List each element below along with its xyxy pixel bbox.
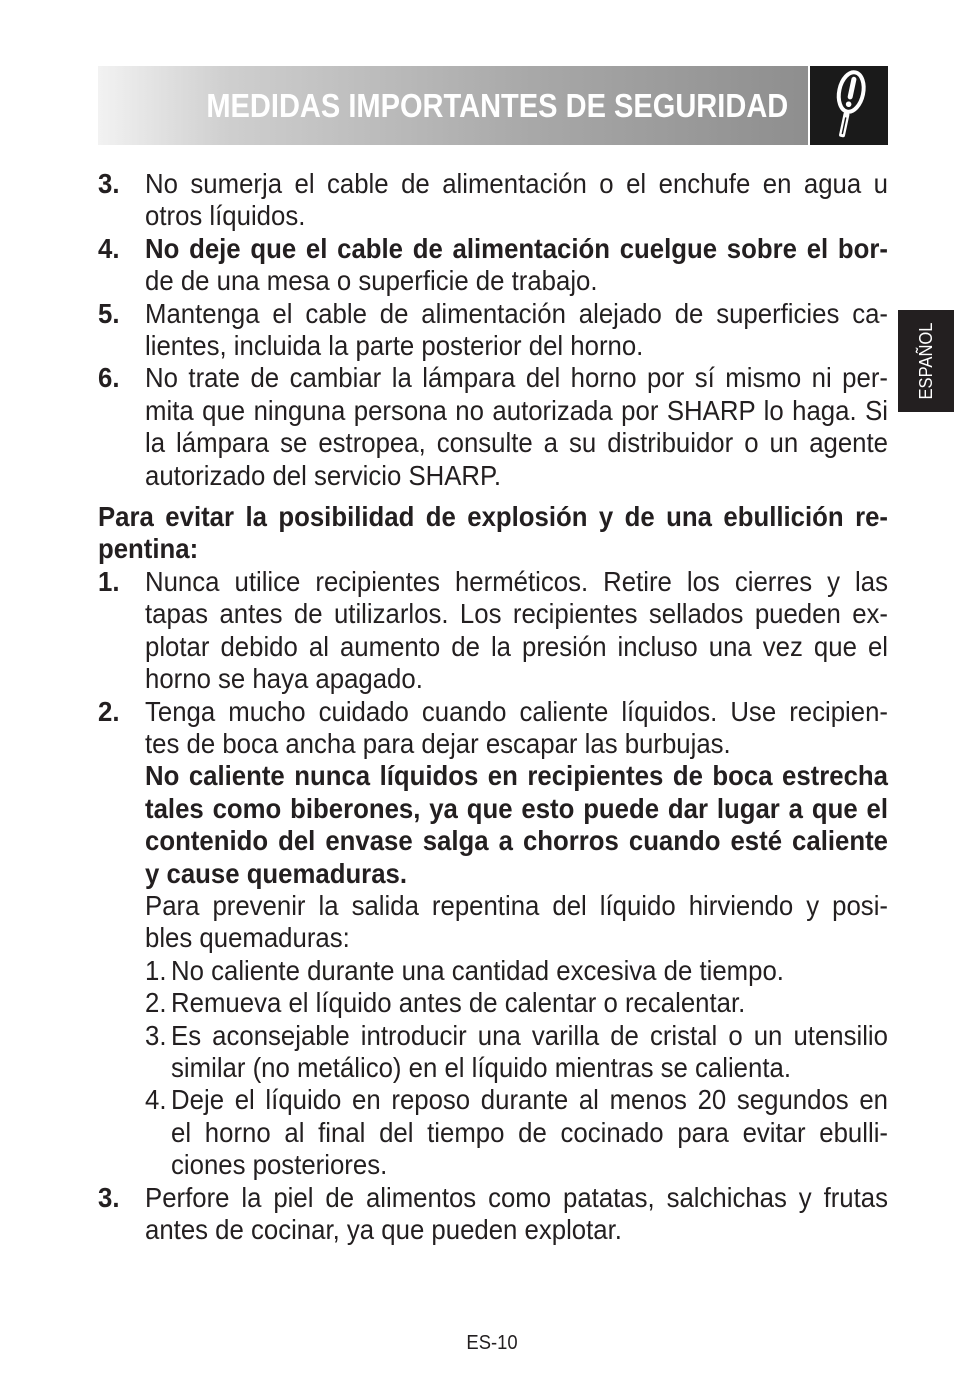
sub-step-line: No caliente durante una cantidad excesiva de tiempo.: [171, 954, 784, 986]
item-text-line: autorizado del servicio SHARP.: [145, 459, 502, 491]
list-item: [98, 566, 888, 696]
item-text-line: No trate de cambiar la lámpara del horno por sí mismo ni per-: [145, 362, 888, 394]
item-number: 3.: [98, 168, 120, 199]
sub-step-number: 4.: [145, 1084, 167, 1116]
item-text-line: horno se haya apagado.: [145, 663, 423, 695]
item-text-line: Nunca utilice recipientes herméticos. Retire los cierres y las: [145, 565, 888, 597]
sub-step-line: similar (no metálico) en el líquido mientras se calienta.: [171, 1051, 791, 1083]
item-text-line: tapas antes de utilizarlos. Los recipientes sellados pueden ex-: [145, 598, 888, 630]
list-item: [98, 298, 888, 363]
prevention-line: bles quemaduras:: [145, 922, 350, 954]
language-tab-label: ESPAÑOL: [916, 322, 936, 400]
warning-line: tales como biberones, ya que esto puede dar lugar a que el: [145, 792, 888, 824]
heading-line: pentina:: [98, 533, 199, 565]
item-text-line: tes de boca ancha para dejar escapar las burbujas.: [145, 727, 731, 759]
section-title: MEDIDAS IMPORTANTES DE SEGURIDAD: [206, 87, 788, 124]
sub-step: [145, 987, 888, 1019]
item-text-line: Perfore la piel de alimentos como patatas, salchichas y frutas: [145, 1181, 888, 1213]
list-item: [98, 1182, 888, 1247]
item-text-line: mita que ninguna persona no autorizada por SHARP lo haga. Si: [145, 394, 888, 426]
sub-step-line: el horno al final del tiempo de cocinado para evitar ebulli-: [171, 1116, 888, 1148]
warning-line: No caliente nunca líquidos en recipientes de boca estrecha: [145, 760, 888, 792]
sub-step-number: 1.: [145, 954, 167, 986]
item-text-line: lientes, incluida la parte posterior del horno.: [145, 330, 644, 362]
item-text-line: Tenga mucho cuidado cuando caliente líquidos. Use recipien-: [145, 695, 888, 727]
sub-step-number: 2.: [145, 987, 167, 1019]
warning-exclamation-icon: [810, 66, 888, 145]
sub-step-line: ciones posteriores.: [171, 1149, 388, 1181]
list-item: [98, 362, 888, 492]
list-item: [98, 696, 888, 1182]
item-number: 4.: [98, 232, 120, 264]
sub-step: [145, 1020, 888, 1085]
warning-line: contenido del envase salga a chorros cuando esté caliente: [145, 825, 888, 857]
list-item: [98, 233, 888, 298]
item-number: 5.: [98, 297, 120, 329]
sub-step: [145, 1084, 888, 1181]
item-number: 3.: [98, 1181, 120, 1213]
item-text-line: de de una mesa o superficie de trabajo.: [145, 265, 598, 297]
section-heading: [98, 501, 888, 566]
warning-line: y cause quemaduras.: [145, 857, 408, 889]
header-icon-box: [810, 66, 888, 145]
item-number: 2.: [98, 695, 120, 727]
heading-line: Para evitar la posibilidad de explosión y de una ebullición re-: [98, 501, 888, 533]
item-number: 1.: [98, 565, 120, 597]
page-number: ES-10: [466, 1332, 518, 1354]
sub-step: [145, 955, 888, 987]
sub-step-number: 3.: [145, 1019, 167, 1051]
body-text: [98, 168, 888, 1246]
item-text-line: la lámpara se estropea, consulte a su distribuidor o un agente: [145, 427, 888, 459]
prevention-line: Para prevenir la salida repentina del líquido hirviendo y posi-: [145, 889, 888, 921]
sub-step-line: Deje el líquido en reposo durante al menos 20 segundos en: [171, 1084, 888, 1116]
item-number: 6.: [98, 362, 120, 394]
item-text-line: plotar debido al aumento de la presión incluso una vez que el: [145, 630, 888, 662]
language-tab: [898, 310, 954, 412]
item-text-line: Mantenga el cable de alimentación alejado de superficies ca-: [145, 297, 888, 329]
sub-step-line: Remueva el líquido antes de calentar o recalentar.: [171, 987, 746, 1019]
item-text-line: antes de cocinar, ya que pueden explotar.: [145, 1214, 622, 1245]
item-text-line: No sumerja el cable de alimentación o el enchufe en agua u: [145, 168, 888, 199]
section-header: [98, 66, 888, 145]
item-text-line: No deje que el cable de alimentación cuelgue sobre el bor-: [145, 232, 888, 264]
sub-step-line: Es aconsejable introducir una varilla de cristal o un utensilio: [171, 1019, 888, 1051]
item-text-line: otros líquidos.: [145, 200, 306, 232]
list-item: [98, 168, 888, 233]
